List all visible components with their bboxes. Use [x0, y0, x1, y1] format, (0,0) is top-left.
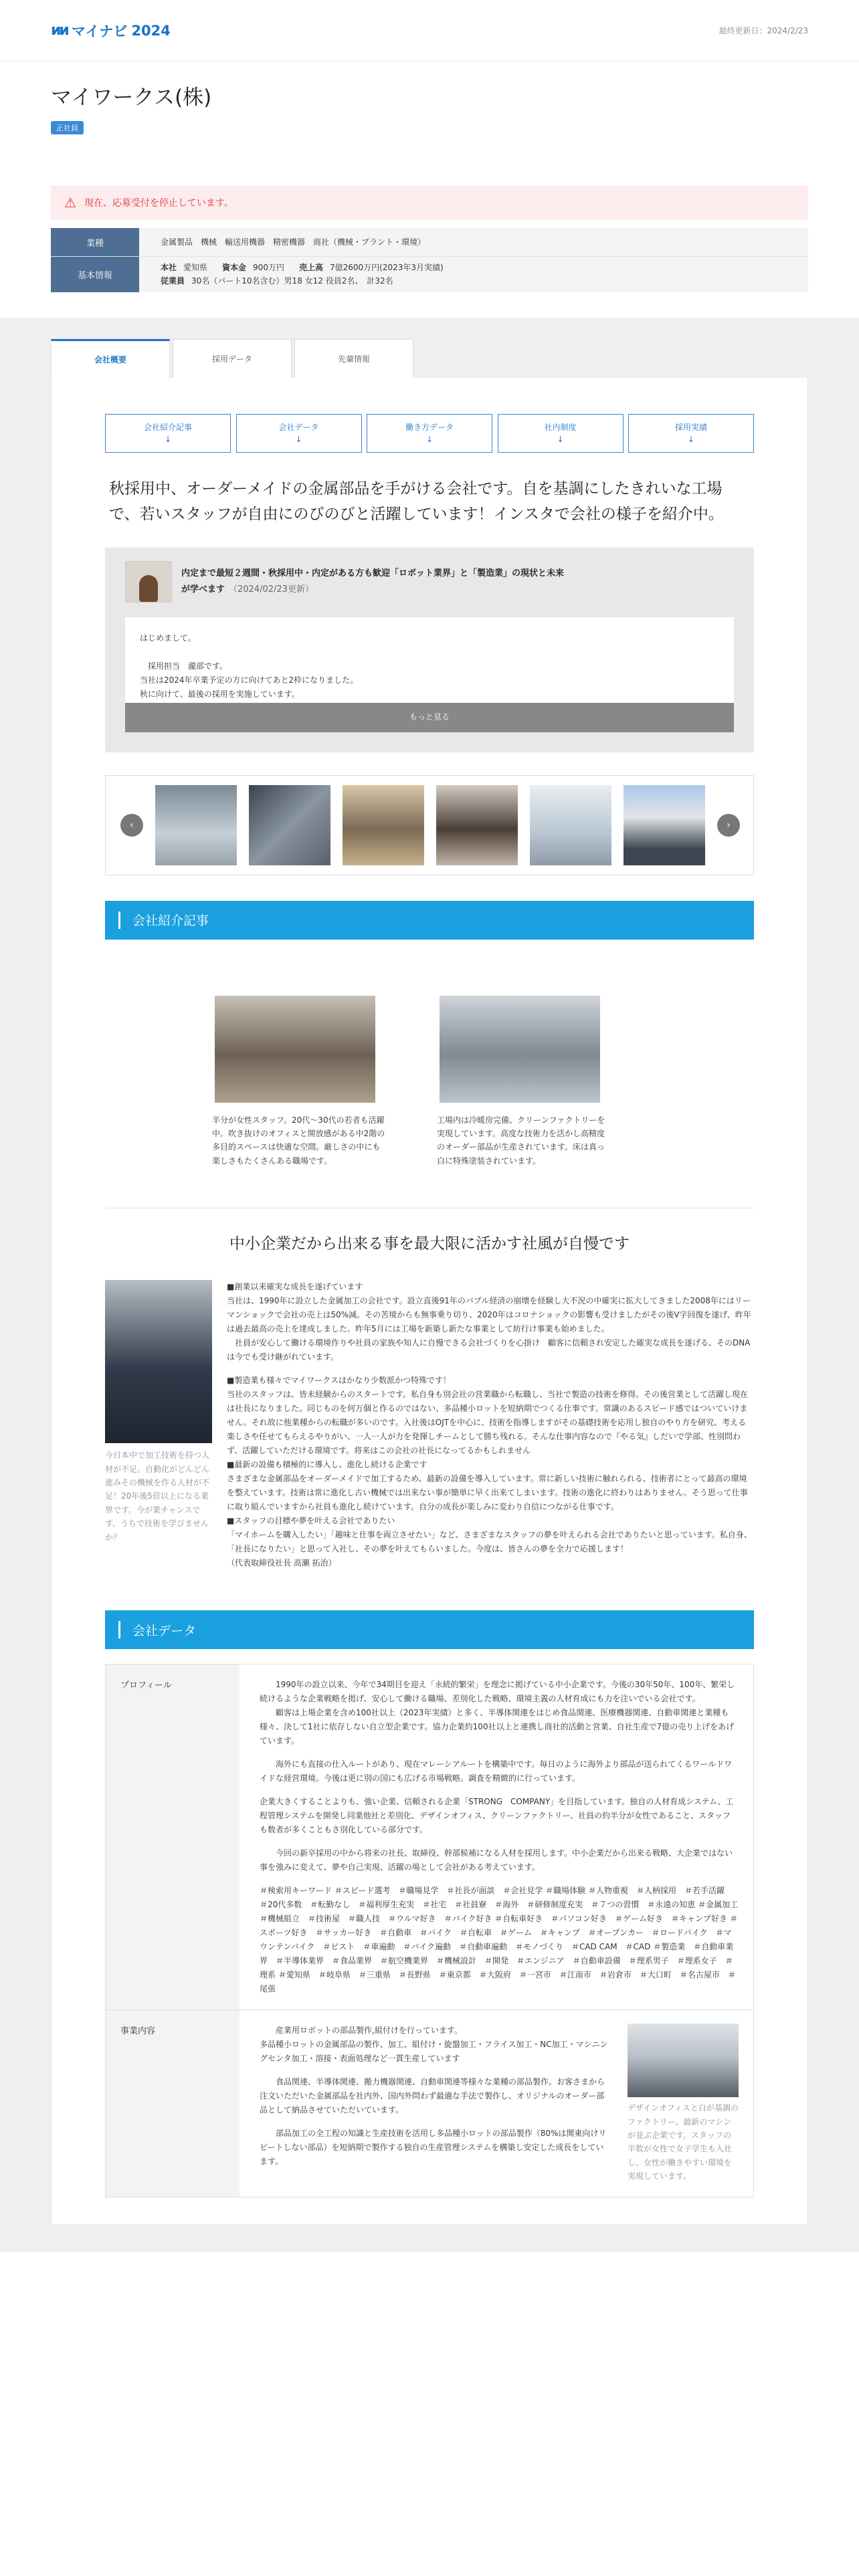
down-arrow-icon: ↓ [164, 434, 172, 444]
culture-paragraph: ■最新の設備も積極的に導入し、進化し続ける企業です [227, 1460, 427, 1470]
business-row [51, 228, 808, 256]
basic-info-row [51, 256, 808, 292]
message-title-line1: 内定まで最短２週間・秋採用中・内定がある方も歓迎「ロボット業界」と「製造業」の現状と未来 [181, 568, 565, 579]
profile-paragraph: 今回の新卒採用の中から将来の社長、取締役、幹部候補になる人材を採用します。中小企業だから出来る戦略、大企業ではない事を強みに変えて、夢や自己実現、活躍の場として会社がある考えています。 [260, 1848, 733, 1872]
profile-value [240, 1665, 753, 2010]
business-paragraph: 産業用ロボットの部品製作,組付けを行っています。 [276, 2026, 462, 2036]
gallery-photo-factory[interactable] [249, 785, 330, 865]
sales-label: 売上高 [298, 263, 323, 272]
employees-value: 30名（パート10名含む）男18 女12 役員2名、 計32名 [191, 276, 393, 286]
profile-paragraph: 顧客は上場企業を含め100社以上（2023年実績）と多く、半導体関連をはじめ食品関連、医療機器関連、自動車関連と業種も様々、決して1社に依存しない自立型企業です。協力企業約100社以上と連携し商社的活動と営業、自社生産で7億の売り上げをあげています。 [260, 1708, 735, 1746]
gallery-photo-workshop[interactable] [530, 785, 611, 865]
message-title [181, 566, 564, 597]
message-title-line2: が学べます [181, 584, 225, 595]
mynavi-logo-icon: ᴎᴎ [51, 22, 68, 39]
basic-info-label: 基本情報 [51, 257, 139, 292]
mynavi-logo[interactable] [51, 21, 171, 41]
content-area [0, 318, 859, 2252]
hq-label: 本社 [161, 263, 177, 272]
president-photo [105, 1280, 212, 1443]
culture-title: 中小企業だから出来る事を最大限に活かす社風が自慢です [229, 1235, 630, 1253]
sales-value: 7億2600万円(2023年3月実績) [329, 263, 444, 272]
culture-paragraph: 「マイホームを購入したい」「趣味と仕事を両立させたい」など、さまざまなスタッフの夢を叶えられる会社でありたいと思っています。私自身、「社長になりたい」と思って入社し、その夢を叶えてもらいました。今度は、皆さんの夢を全力で応援します！ [227, 1530, 752, 1554]
section-header-company-data [105, 1610, 754, 1649]
warning-icon: ⚠ [64, 195, 76, 211]
alert-text: 現在、応募受付を停止しています。 [84, 198, 233, 209]
application-closed-alert [51, 185, 808, 220]
article-photos [105, 940, 754, 1168]
culture-paragraph: 当社のスタッフは、皆未経験からのスタートです。私自身も別会社の営業職から転職し、当社で製造の技術を修得。その後営業として活躍し現在は社長になりました。同じものを何万個と作るのではない、多品種小ロットを短納期でつくる仕事です。常識のあるスピード感ではついていけません。それ故に他業種からの転職が多いのです。入社後はOJTを中心に、技術を指導しますがその基礎技術を応用し独自のやり方を研究、考える楽しさや任せてもらえるやりがい、一人一人が力を発揮しチームとして勝ち残れる。そんな仕事内容なので『やる気』しだいで学部、性別問わず、活躍していただける環境です。将来はこの会社の社長になってるかもしれません [227, 1390, 749, 1456]
company-name: マイワークス(株) [51, 86, 212, 110]
anchor-label: 会社データ [278, 422, 319, 432]
down-arrow-icon: ↓ [425, 434, 434, 444]
culture-paragraph: ■創業以来確実な成長を遂げています [227, 1282, 363, 1292]
down-arrow-icon: ↓ [557, 434, 564, 444]
message-line: 採用担当 瀧部です。 [140, 661, 228, 671]
overview-panel [51, 378, 808, 2225]
business-value: 金属製品 機械 輸送用機器 精密機器 商社（機械・プラント・環境） [161, 237, 426, 247]
gallery-photo-staff[interactable] [436, 785, 518, 865]
business-paragraph: 部品加工の全工程の知識と生産技術を活用し多品種小ロットの部品製作（80%は関東向けリピートしない部品）を短納期で製作する独自の生産管理システムを構築し安定した成長をしています。 [260, 2129, 607, 2167]
down-arrow-icon: ↓ [687, 434, 695, 444]
profile-paragraph: 海外にも直接の仕入ルートがあり、現在マレーシアルートを構築中です。毎日のように海外より部品が送られてくるワールドワイドな経営環境。今後は更に別の国にも広げる市場戦略。調査を精緻的に行っています。 [260, 1759, 733, 1784]
business-content-label: 事業内容 [106, 2010, 240, 2196]
culture-text [227, 1280, 754, 1570]
anchor-work-style[interactable] [367, 414, 492, 453]
down-arrow-icon: ↓ [295, 434, 302, 444]
anchor-label: 社内制度 [544, 422, 577, 432]
logo-year: 2024 [131, 22, 171, 39]
anchor-links [105, 414, 754, 453]
anchor-label: 働き方データ [405, 422, 454, 432]
employment-badge: 正社員 [51, 121, 84, 134]
hq-value: 愛知県 [183, 263, 208, 272]
business-label: 業種 [51, 228, 139, 256]
article-card [437, 996, 611, 1168]
gallery-photo-office[interactable] [343, 785, 424, 865]
message-line: 秋に向けて、最後の採用を実施しています。 [140, 689, 300, 700]
article-caption: 半分が女性スタッフ。20代〜30代の若者も活躍中。吹き抜けのオフィスと開放感がある中2階の多目的スペースは快適な空間。厳しさの中にも楽しさもたくさんある職場です。 [212, 1115, 385, 1166]
message-line: 当社は2024年卒業予定の方に向けてあと2枠になりました。 [140, 675, 359, 685]
anchor-company-data[interactable] [236, 414, 362, 453]
business-paragraph: 食品関連、半導体関連、搬力機器関連、自動車関連等様々な業種の部品製作。お客さまから注文いただいた金属部品を社内外、国内外問わず最適な手法で製作し、オリジナルのオーダー部品として納品させていただいています。 [260, 2077, 605, 2115]
business-content-value [240, 2010, 753, 2196]
profile-paragraph: 1990年の設立以来、今年で34期目を迎え「永続的繁栄」を理念に掲げている中小企業です。今後の30年50年、100年、繁栄し続けるような企業戦略を掲げ、安心して働ける職場、差別化した戦略、環境主義の人材育成にも力を注いでいる会社です。 [260, 1680, 735, 1704]
culture-photo-block [105, 1280, 212, 1570]
section-header-article [105, 901, 754, 940]
capital-value: 900万円 [253, 263, 284, 272]
logo-text: マイナビ [71, 23, 128, 39]
culture-paragraph: ■製造業も様々でマイワークスはかなり少数派かつ特殊です！ [227, 1376, 451, 1386]
article-photo-factory [440, 996, 600, 1103]
recruiter-message [105, 548, 754, 752]
company-header [0, 62, 859, 134]
tab-senior-info[interactable]: 先輩情報 [294, 339, 413, 378]
culture-paragraph: 社員が安心して働ける環境作りや社員の家族や知人に自慢できる会社づくりを心掛け 顧客に信頼され安定した確実な成長を遂げる、そのDNAは今でも受け継がれています。 [227, 1338, 751, 1362]
article-photo-office [215, 996, 375, 1103]
tab-company-overview[interactable]: 会社概要 [51, 339, 170, 378]
message-line: はじめまして。 [140, 633, 196, 643]
profile-label: プロフィール [106, 1665, 240, 2010]
anchor-hiring-results[interactable] [628, 414, 754, 453]
photo-gallery [105, 775, 754, 875]
top-bar [0, 0, 859, 62]
business-paragraph: 多品種小ロットの金属部品の製作、加工、組付け・旋盤加工・フライス加工・NC加工・マシニングセンタ加工・溶接・表面処理など一貫生産しています [260, 2040, 608, 2064]
tab-recruit-data[interactable]: 採用データ [173, 339, 292, 378]
anchor-label: 採用実績 [674, 422, 707, 432]
business-photo-caption: デザインオフィスと白が基調のファクトリー。最新のマシンが並ぶ企業です。スタッフの半数が女性で女子学生も入社し、女性が働きやすい環境を実現しています。 [628, 2103, 739, 2181]
article-card [212, 996, 386, 1168]
message-date: （2024/02/23更新） [229, 584, 314, 595]
culture-paragraph: ■スタッフの目標や夢を叶える会社でありたい [227, 1516, 395, 1526]
gallery-photo-bicycles[interactable] [155, 785, 237, 865]
section-title: 会社紹介記事 [132, 914, 209, 929]
message-header [125, 561, 734, 603]
culture-body [105, 1280, 754, 1570]
employees-label: 従業員 [161, 276, 185, 286]
anchor-internal-systems[interactable] [498, 414, 624, 453]
keyword-tags: ＃検索用キーワード ＃スピード選考 ＃職場見学 ＃社長が面談 ＃会社見学 ＃職場体験 ＃人物重視 ＃人柄採用 ＃若手活躍 ＃20代多数 ＃転勤なし ＃福利厚生充実 ＃社宅 ＃社員寮 ＃海外 ＃研修制度充実 ＃７つの習慣 ＃永遠の知恵 ＃金属加工 ＃機械組立 ＃技術屋 ＃職人技 ＃ウルマ好き ＃バイク好き ＃自転車好き ＃パソコン好き ＃ゲーム好き ＃キャンプ好き ＃スポーツ好き ＃サッカー好き ＃自動車 ＃バイク ＃自転車 ＃ゲーム ＃キャンプ ＃オープンカー ＃ロードバイク ＃マウンテンバイク ＃ピスト ＃車遍動 ＃バイク遍動 ＃自動車遍動 ＃モノづくり ＃CAD CAM ＃CAD ＃製造業 ＃自動車業界 ＃半導体業界 ＃食品業界 ＃航空機業界 ＃機械設計 ＃開発 ＃エンジニア ＃自動車設備 ＃理系男子 ＃理系女子 ＃理系 ＃愛知県 ＃岐阜県 ＃三重県 ＃長野県 ＃東京都 ＃大阪府 ＃一宮市 ＃江南市 ＃岩倉市 ＃大口町 ＃名古屋市 ＃尾張 [260, 1886, 747, 1994]
section-title: 会社データ [132, 1623, 197, 1638]
last-updated: 最終更新日：2024/2/23 [719, 26, 808, 35]
culture-photo-caption: 今日本中で加工技術を持つ人材が不足。自動化がどんどん進みその機械を作る人材が不足！20年後5倍以上になる業界です。今が業チャンスです。うちで技術を学びませんか？ [105, 1451, 210, 1542]
read-more-button[interactable]: もっと見る [125, 703, 734, 732]
gallery-photo-building[interactable] [624, 785, 705, 865]
company-data-table [105, 1664, 754, 2197]
message-body [125, 617, 734, 732]
company-lead-text: 秋採用中、オーダーメイドの金属部品を手がける会社です。自を基調にしたきれいな工場で、若いスタッフが自由にのびのびと活躍しています！インスタで会社の様子を紹介中。 [109, 479, 724, 523]
culture-paragraph: さまざまな金属部品をオーダーメイドで加工するため、最新の設備を導入しています。常に新しい技術に触れられる、技術者にとって最高の環境を整えています。技術は常に進化し古い機械では出来ない事が簡単に早く出来てしまいます。技術の進化に終わりはありません。そう思って仕事に取り組んでいますから社員も進化し続けています。自分の成長が楽しみに変わり自信につながる仕事です。 [227, 1474, 748, 1512]
profile-row [106, 1665, 753, 2010]
culture-paragraph: （代表取締役社長 高瀬 拓治） [227, 1558, 337, 1568]
company-info-box [51, 228, 808, 292]
profile-paragraph: 企業大きくすることよりも、強い企業、信頼される企業「STRONG COMPANY」を目指しています。独自の人材育成システム、工程管理システムを開発し同業他社と差別化、デザインオフィス、クリーンファクトリー、社員の約半分が女性であること、スタッフも数者が多くこともさ別化している部分です。 [260, 1797, 734, 1835]
factory-building-photo [628, 2024, 739, 2097]
business-content-row [106, 2010, 753, 2196]
basic-info-value [139, 257, 472, 292]
gallery-prev-button[interactable]: ‹ [120, 814, 143, 837]
culture-section [105, 1208, 754, 1570]
anchor-label: 会社紹介記事 [143, 422, 192, 432]
culture-paragraph: 当社は、1990年に設立した金属加工の会社です。設立直後91年のバブル経済の崩壊を経験し大不況の中確実に拡大してきました2008年にはリーマンショックで会社の売上は50%減。その苦境からも無事乗り切り、2020年はコロナショックの影響も受けましたがその後V字回復を遂げ、昨年は過去最高の売上を達成しました。昨年5月には工場を新築し新たな事業として紡行け事業も始めました。 [227, 1296, 751, 1334]
recruiter-avatar [125, 561, 172, 603]
message-line [140, 646, 719, 659]
capital-label: 資本金 [222, 263, 247, 272]
anchor-company-article[interactable] [105, 414, 231, 453]
tab-bar [51, 339, 808, 378]
article-caption: 工場内は冷暖房完備、クリーンファクトリーを実現しています。高度な技術力を活かし高精度のオーダー部品が生産されています。床は真っ白に特殊塗装されています。 [437, 1115, 605, 1166]
gallery-next-button[interactable]: › [717, 814, 740, 837]
